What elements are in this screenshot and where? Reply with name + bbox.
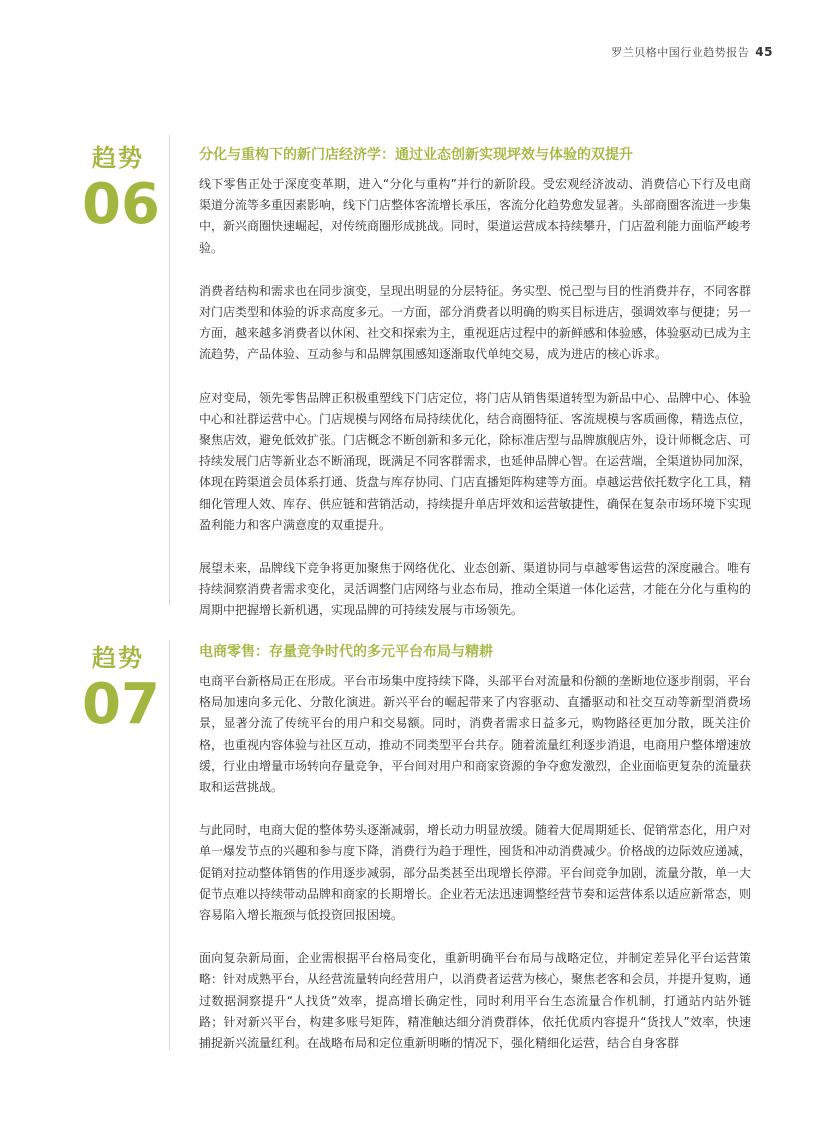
paragraph: 应对变局，领先零售品牌正积极重塑线下门店定位，将门店从销售渠道转型为新品中心、品牌中心、体验中心和社群运营中心。门店规模与网络布局持续优化，结合商圈特征、客流规模与客质画像，精选点位，聚焦店效，避免低效扩张。门店概念不断创新和多元化，除标准店型与品牌旗舰店外，设计师概念店、可持续发展门店等新业态不断涌现，既满足不同客群需求，也延伸品牌心智。在运营端，全渠道协同加深，体现在跨渠道会员体系打通、货盘与库存协同、门店直播矩阵构建等方面。卓越运营依托数字化工具，精细化管理人效、库存、供应链和营销活动，持续提升单店坪效和运营敏捷性，确保在复杂市场环境下实现盈利能力和客户满意度的双重提升。 bbox=[199, 390, 752, 532]
section-divider bbox=[169, 135, 170, 605]
paragraph: 面向复杂新局面，企业需根据平台格局变化，重新明确平台布局与战略定位，并制定差异化平台运营策略：针对成熟平台，从经营流量转向经营用户，以消费者运营为核心，聚焦老客和会员，并提升复购，通过数据洞察提升“人找货”效率，提高增长确定性，同时利用平台生态流量合作机制，打通站内站外链路；针对新兴平台，构建多账号矩阵，精准触达细分消费群体，依托优质内容提升“货找人”效率，快速捕捉新兴流量红利。在战略布局和定位重新明晰的情况下，强化精细化运营，结合自身客群 bbox=[199, 951, 752, 1051]
trend-word: 趋势 bbox=[92, 644, 144, 672]
section-heading: 分化与重构下的新门店经济学：通过业态创新实现坪效与体验的双提升 bbox=[199, 147, 633, 163]
paragraph: 展望未来，品牌线下竞争将更加聚焦于网络优化、业态创新、渠道协同与卓越零售运营的深度融合。唯有持续洞察消费者需求变化，灵活调整门店网络与业态布局，推动全渠道一体化运营，才能在分化与重构的周期中把握增长新机遇，实现品牌的可持续发展与市场领先。 bbox=[199, 561, 752, 618]
trend-number: 06 bbox=[82, 172, 160, 237]
page-number: 45 bbox=[755, 45, 773, 59]
trend-word: 趋势 bbox=[92, 144, 144, 172]
section-divider bbox=[169, 640, 170, 1050]
section-heading: 电商零售：存量竞争时代的多元平台布局与精耕 bbox=[199, 644, 493, 660]
report-title: 罗兰贝格中国行业趋势报告 bbox=[611, 46, 750, 59]
paragraph: 线下零售正处于深度变革期，进入“分化与重构”并行的新阶段。受宏观经济波动、消费信心下行及电商渠道分流等多重因素影响，线下门店整体客流增长承压，客流分化趋势愈发显著。头部商圈客流进一步集中，新兴商圈快速崛起，对传统商圈形成挑战。同时，渠道运营成本持续攀升，门店盈利能力面临严峻考验。 bbox=[199, 177, 752, 255]
paragraph: 电商平台新格局正在形成。平台市场集中度持续下降，头部平台对流量和份额的垄断地位逐步削弱，平台格局加速向多元化、分散化演进。新兴平台的崛起带来了内容驱动、直播驱动和社交互动等新型消费场景，显著分流了传统平台的用户和交易额。同时，消费者需求日益多元，购物路径更加分散，既关注价格，也重视内容体验与社区互动，推动不同类型平台共存。随着流量红利逐步消退，电商用户整体增速放缓，行业由增量市场转向存量竞争，平台间对用户和商家资源的争夺愈发激烈，企业面临更复杂的流量获取和运营挑战。 bbox=[199, 674, 752, 795]
trend-number: 07 bbox=[82, 672, 160, 737]
page-header bbox=[611, 44, 773, 60]
trend-06-section bbox=[199, 145, 751, 644]
paragraph: 消费者结构和需求也在同步演变，呈现出明显的分层特征。务实型、悦己型与目的性消费并存，不同客群对门店类型和体验的诉求高度多元。一方面，部分消费者以明确的购买目标进店，强调效率与便捷；另一方面，越来越多消费者以休闲、社交和探索为主，重视逛店过程中的新鲜感和体验感，体验驱动已成为主流趋势，产品体验、互动参与和品牌氛围感知逐渐取代单纯交易，成为进店的核心诉求。 bbox=[199, 283, 752, 362]
trend-07-label bbox=[82, 643, 160, 737]
trend-06-label bbox=[82, 143, 160, 237]
trend-07-section bbox=[199, 642, 751, 1076]
paragraph: 与此同时，电商大促的整体势头逐渐减弱，增长动力明显放缓。随着大促周期延长、促销常态化，用户对单一爆发节点的兴趣和参与度下降，消费行为趋于理性，囤货和冲动消费减少。价格战的边际效应递减，促销对拉动整体销售的作用逐步减弱，部分品类甚至出现增长停滞。平台间竞争加剧，流量分散，单一大促节点难以持续带动品牌和商家的长期增长。企业若无法迅速调整经营节奏和运营体系以适应新常态，则容易陷入增长瓶颈与低投资回报困境。 bbox=[199, 823, 752, 923]
